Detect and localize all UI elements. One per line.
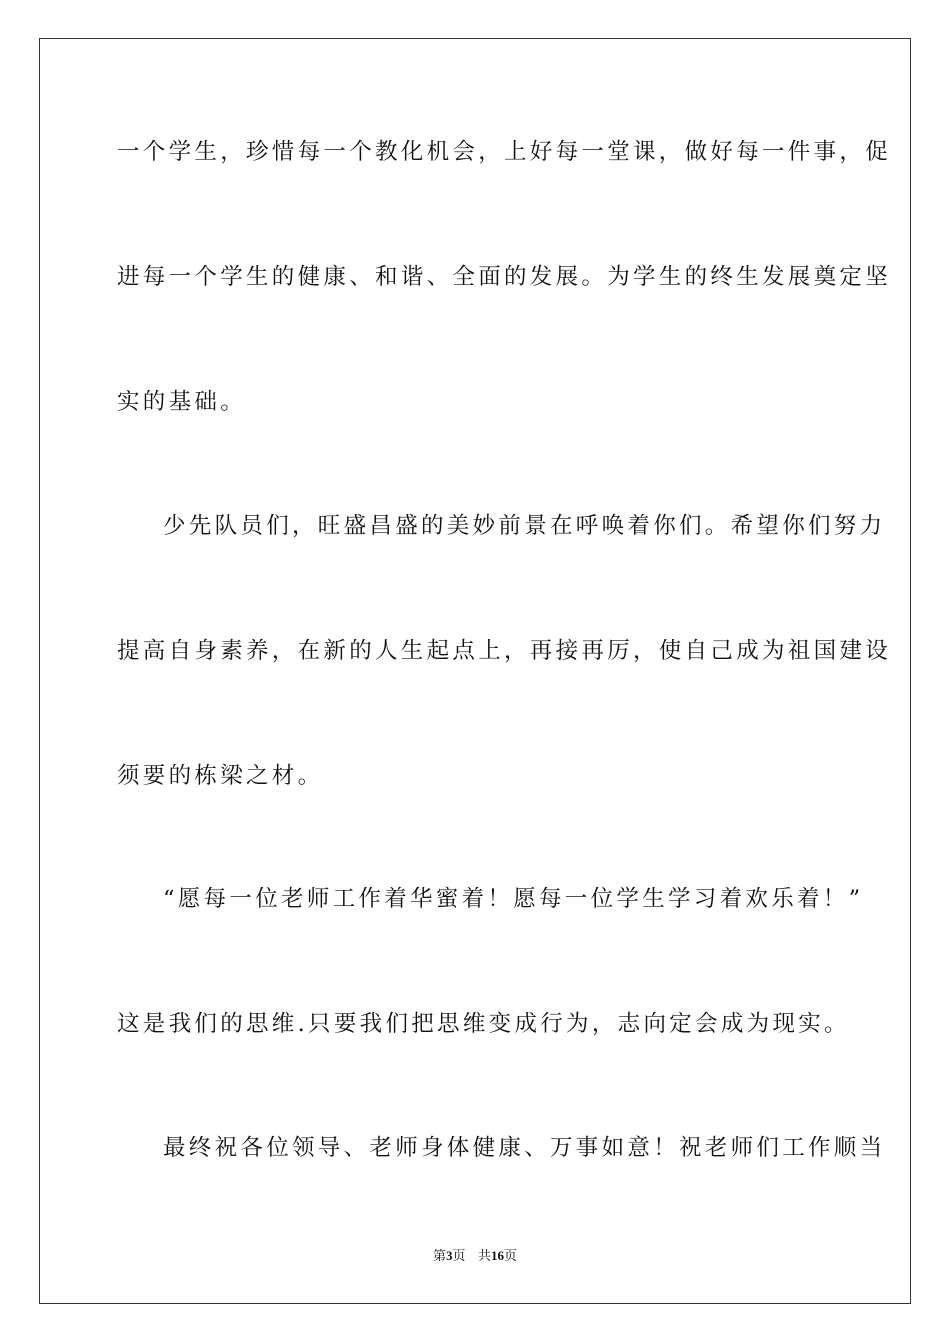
page-border (39, 38, 911, 1304)
text-line: 实的基础。 (117, 389, 247, 415)
text-line: 一个学生，珍惜每一个教化机会，上好每一堂课，做好每一件事，促 (117, 139, 892, 165)
text-line: 进每一个学生的健康、和谐、全面的发展。为学生的终生发展奠定坚 (117, 264, 892, 290)
footer-page-suffix: 页 (452, 1249, 466, 1264)
total-pages-number: 16 (490, 1248, 504, 1263)
footer-total-suffix: 页 (503, 1249, 517, 1264)
text-line: 提高自身素养，在新的人生起点上，再接再厉，使自己成为祖国建设 (117, 638, 892, 664)
text-line: 须要的栋梁之材。 (117, 763, 324, 789)
paragraph-first-line: 少先队员们，旺盛昌盛的美妙前景在呼唤着你们。希望你们努力 (163, 513, 886, 539)
footer-total-prefix: 共 (477, 1249, 491, 1264)
page-footer (0, 1247, 950, 1266)
paragraph-first-line: “愿每一位老师工作着华蜜着！愿每一位学生学习着欢乐着！” (163, 886, 864, 912)
paragraph-first-line: 最终祝各位领导、老师身体健康、万事如意！祝老师们工作顺当 (163, 1135, 886, 1161)
footer-prefix: 第 (433, 1249, 447, 1264)
text-line: 这是我们的思维.只要我们把思维变成行为，志向定会成为现实。 (117, 1011, 850, 1037)
current-page-number: 3 (446, 1248, 453, 1263)
